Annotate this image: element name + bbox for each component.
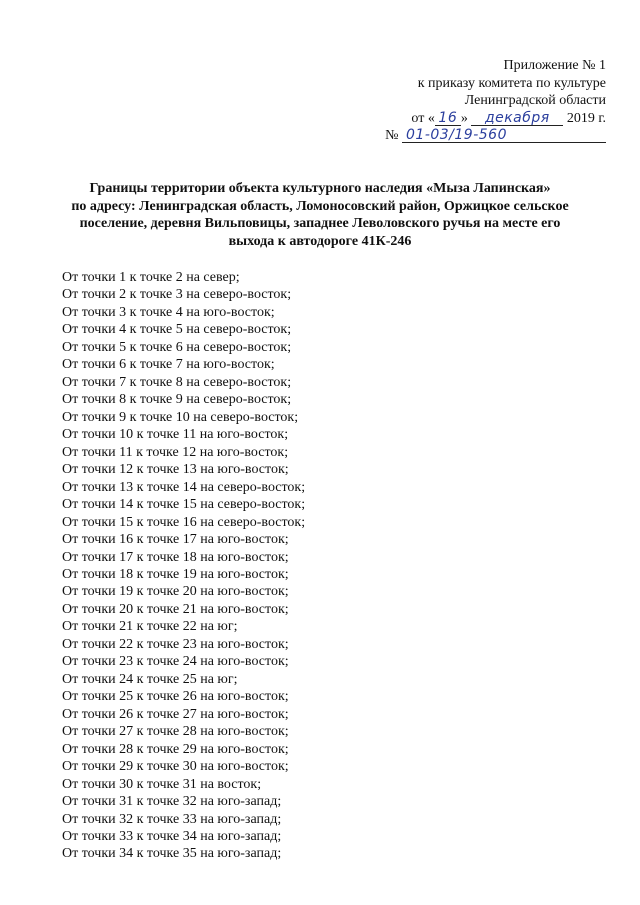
boundary-line: От точки 15 к точке 16 на северо-восток; (62, 514, 306, 530)
appendix-region: Ленинградской области (464, 93, 606, 108)
boundary-line: От точки 9 к точке 10 на северо-восток; (62, 409, 299, 425)
boundary-line: От точки 13 к точке 14 на северо-восток; (62, 479, 306, 495)
appendix-order-ref: к приказу комитета по культуре (417, 75, 606, 91)
order-number-handwritten: 01-03/19-560 (402, 128, 606, 143)
date-year: 2019 г. (566, 110, 606, 126)
date-mid: » (460, 110, 468, 126)
boundary-line: От точки 31 к точке 32 на юго-запад; (62, 794, 282, 810)
title-line-3: поселение, деревня Вильповицы, западнее Леволовского ручья на месте его (79, 216, 561, 231)
boundary-line: От точки 29 к точке 30 на юго-восток; (62, 759, 289, 775)
date-month-handwritten: декабря (471, 111, 563, 126)
boundary-line: От точки 5 к точке 6 на северо-восток; (62, 339, 292, 355)
boundary-line: От точки 30 к точке 31 на восток; (62, 776, 262, 792)
boundary-line: От точки 7 к точке 8 на северо-восток; (62, 374, 292, 390)
boundary-line: От точки 17 к точке 18 на юго-восток; (62, 549, 289, 565)
boundary-line: От точки 10 к точке 11 на юго-восток; (62, 427, 289, 443)
date-prefix: от « (411, 110, 435, 126)
date-day-handwritten: 16 (435, 111, 461, 126)
boundary-line: От точки 14 к точке 15 на северо-восток; (62, 497, 306, 513)
boundary-line: От точки 25 к точке 26 на юго-восток; (62, 689, 289, 705)
boundary-description-list (62, 269, 305, 863)
boundary-line: От точки 12 к точке 13 на юго-восток; (62, 462, 289, 478)
title-line-4: выхода к автодороге 41К-246 (228, 233, 412, 249)
appendix-number: Приложение № 1 (503, 58, 606, 73)
boundary-line: От точки 28 к точке 29 на юго-восток; (62, 741, 289, 757)
title-line-2: по адресу: Ленинградская область, Ломоносовский район, Оржицкое сельское (71, 198, 569, 214)
boundary-line: От точки 20 к точке 21 на юго-восток; (62, 601, 289, 617)
document-title (40, 180, 600, 250)
number-prefix: № (385, 128, 399, 143)
boundary-line: От точки 2 к точке 3 на северо-восток; (62, 287, 292, 303)
appendix-header (385, 57, 606, 145)
boundary-line: От точки 23 к точке 24 на юго-восток; (62, 654, 289, 670)
boundary-line: От точки 6 к точке 7 на юго-восток; (62, 357, 275, 373)
boundary-line: От точки 33 к точке 34 на юго-запад; (62, 829, 282, 844)
boundary-line: От точки 19 к точке 20 на юго-восток; (62, 584, 289, 600)
boundary-line: От точки 16 к точке 17 на юго-восток; (62, 532, 289, 548)
boundary-line: От точки 22 к точке 23 на юго-восток; (62, 636, 289, 652)
appendix-date (385, 110, 606, 128)
boundary-line: От точки 8 к точке 9 на северо-восток; (62, 392, 292, 408)
boundary-line: От точки 26 к точке 27 на юго-восток; (62, 706, 289, 722)
boundary-line: От точки 24 к точке 25 на юг; (62, 671, 238, 687)
boundary-line: От точки 3 к точке 4 на юго-восток; (62, 304, 275, 320)
appendix-order-number (385, 127, 606, 145)
boundary-line: От точки 27 к точке 28 на юго-восток; (62, 724, 289, 740)
boundary-line: От точки 21 к точке 22 на юг; (62, 619, 238, 635)
boundary-line: От точки 32 к точке 33 на юго-запад; (62, 811, 282, 827)
boundary-line: От точки 11 к точке 12 на юго-восток; (62, 444, 289, 460)
boundary-line: От точки 18 к точке 19 на юго-восток; (62, 566, 289, 582)
boundary-line: От точки 4 к точке 5 на северо-восток; (62, 322, 292, 338)
boundary-line: От точки 1 к точке 2 на север; (62, 270, 240, 285)
title-line-1: Границы территории объекта культурного наследия «Мыза Лапинская» (89, 181, 551, 196)
boundary-line: От точки 34 к точке 35 на юго-запад; (62, 846, 282, 862)
